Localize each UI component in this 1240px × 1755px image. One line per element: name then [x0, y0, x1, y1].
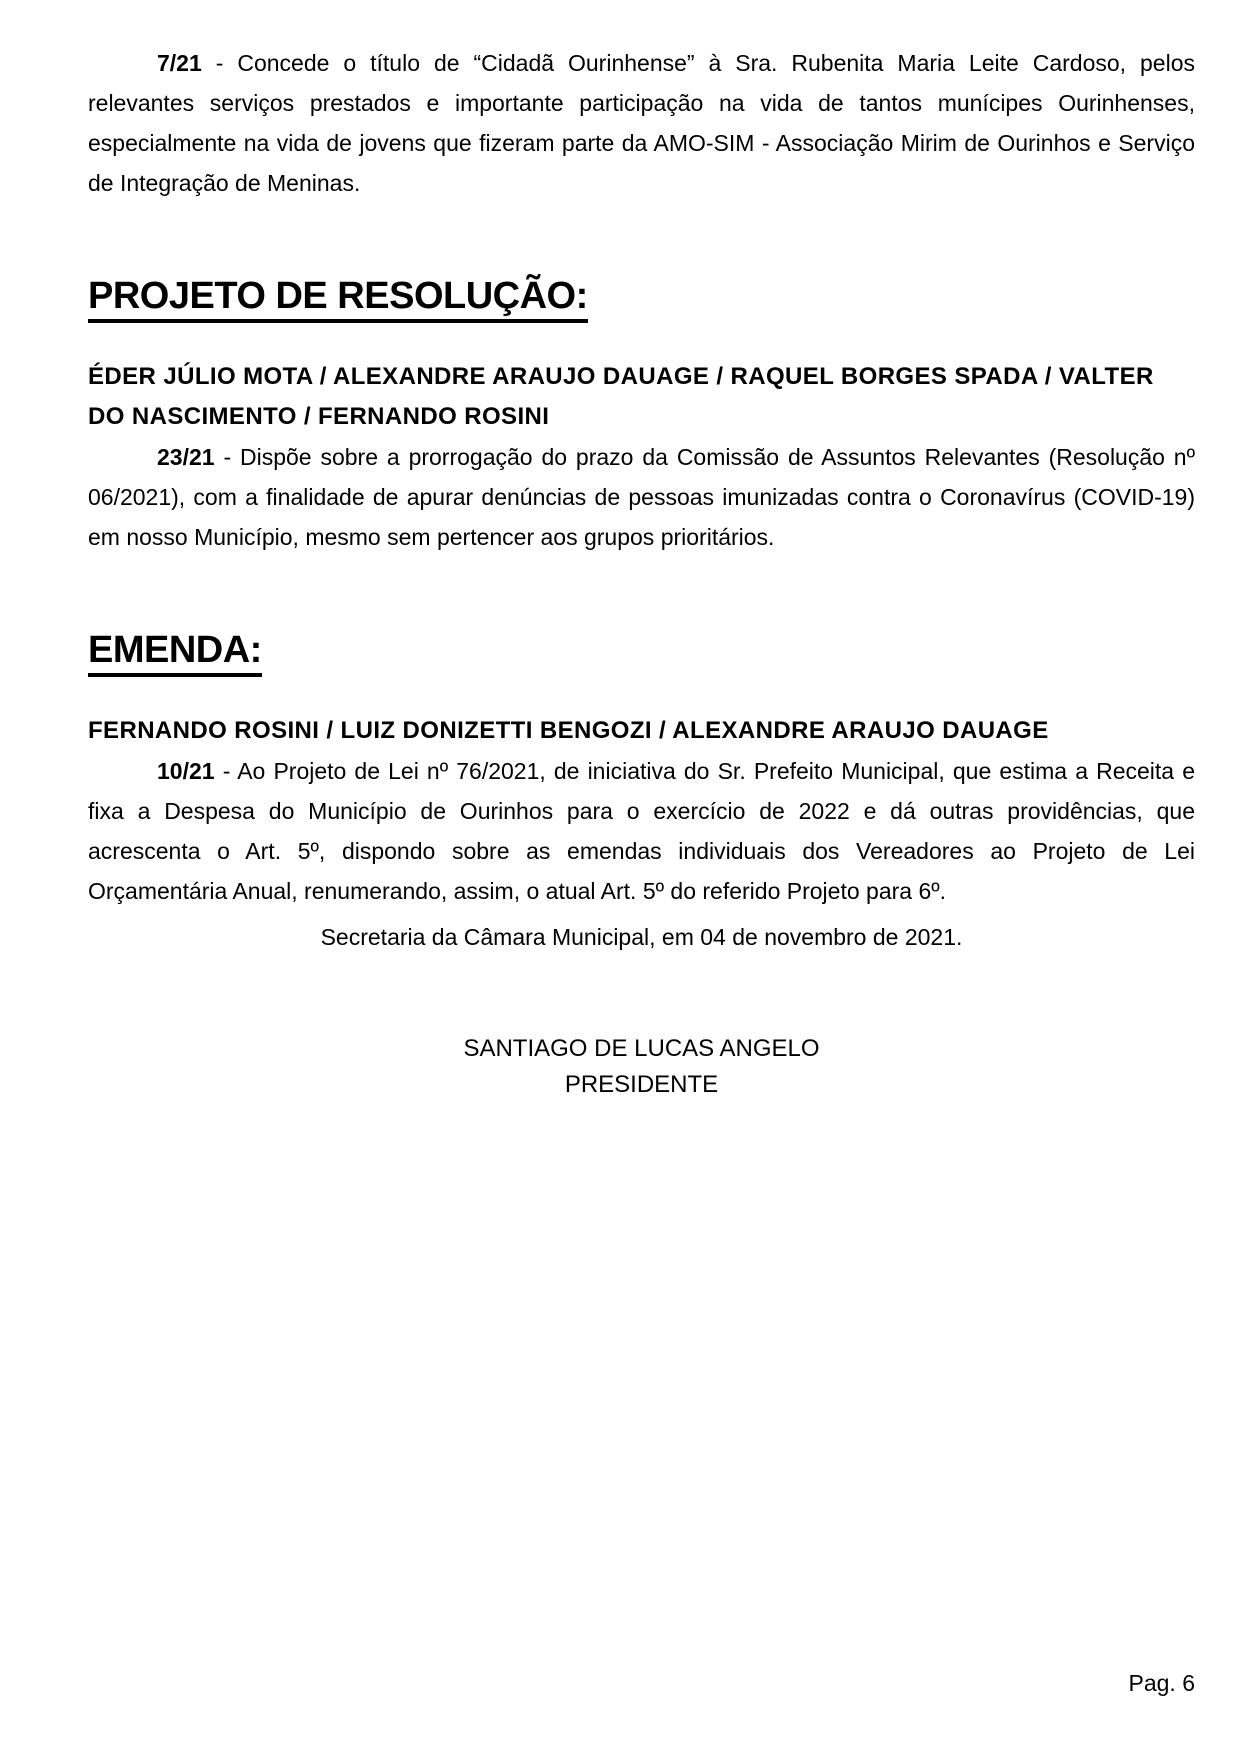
section-heading-projeto-de-resolucao-label: PROJETO DE RESOLUÇÃO:: [88, 273, 588, 323]
authors-line-resolution: ÉDER JÚLIO MOTA / ALEXANDRE ARAUJO DAUAGE / RAQUEL BORGES SPADA / VALTER DO NASCIMENTO / FERNANDO ROSINI: [88, 363, 1154, 430]
secretariat-date-line: Secretaria da Câmara Municipal, em 04 de novembro de 2021.: [320, 924, 963, 950]
item-number-10-21: 10/21: [157, 758, 215, 784]
paragraph-honorary-title: [88, 43, 1195, 203]
item-number-23-21: 23/21: [157, 444, 215, 470]
section-heading-emenda-label: EMENDA:: [88, 627, 262, 677]
paragraph-resolution-item: [88, 437, 1195, 557]
signature-title: PRESIDENTE: [564, 1071, 719, 1098]
authors-line-amendment: FERNANDO ROSINI / LUIZ DONIZETTI BENGOZI / ALEXANDRE ARAUJO DAUAGE: [88, 717, 1049, 744]
paragraph-amendment-item: [88, 751, 1195, 911]
signature-block: [88, 1031, 1195, 1103]
item-text-7-21: - Concede o título de “Cidadã Ourinhense” à Sra. Rubenita Maria Leite Cardoso, pelos relevantes serviços prestados e importante participação na vida de tantos munícipes Ourinhenses, especialmente na vida de jovens que fizeram parte da AMO-SIM - Associação Mirim de Ourinhos e Serviço de Integração de Meninas.: [88, 50, 1196, 196]
section-heading-projeto-de-resolucao: [88, 273, 1195, 323]
item-text-23-21: - Dispõe sobre a prorrogação do prazo da Comissão de Assuntos Relevantes (Resolução nº 06/2021), com a finalidade de apurar denúncias de pessoas imunizadas contra o Coronavírus (COVID-19) em nosso Município, mesmo sem pertencer aos grupos prioritários.: [88, 444, 1196, 550]
item-text-10-21: - Ao Projeto de Lei nº 76/2021, de iniciativa do Sr. Prefeito Municipal, que estima a Receita e fixa a Despesa do Município de Ourinhos para o exercício de 2022 e dá outras providências, que acrescenta o Art. 5º, dispondo sobre as emendas individuais dos Vereadores ao Projeto de Lei Orçamentária Anual, renumerando, assim, o atual Art. 5º do referido Projeto para 6º.: [88, 758, 1196, 904]
signature-name: SANTIAGO DE LUCAS ANGELO: [463, 1035, 820, 1062]
item-number-7-21: 7/21: [157, 50, 202, 76]
section-heading-emenda: [88, 627, 1195, 677]
page-number: Pag. 6: [1128, 1670, 1195, 1696]
